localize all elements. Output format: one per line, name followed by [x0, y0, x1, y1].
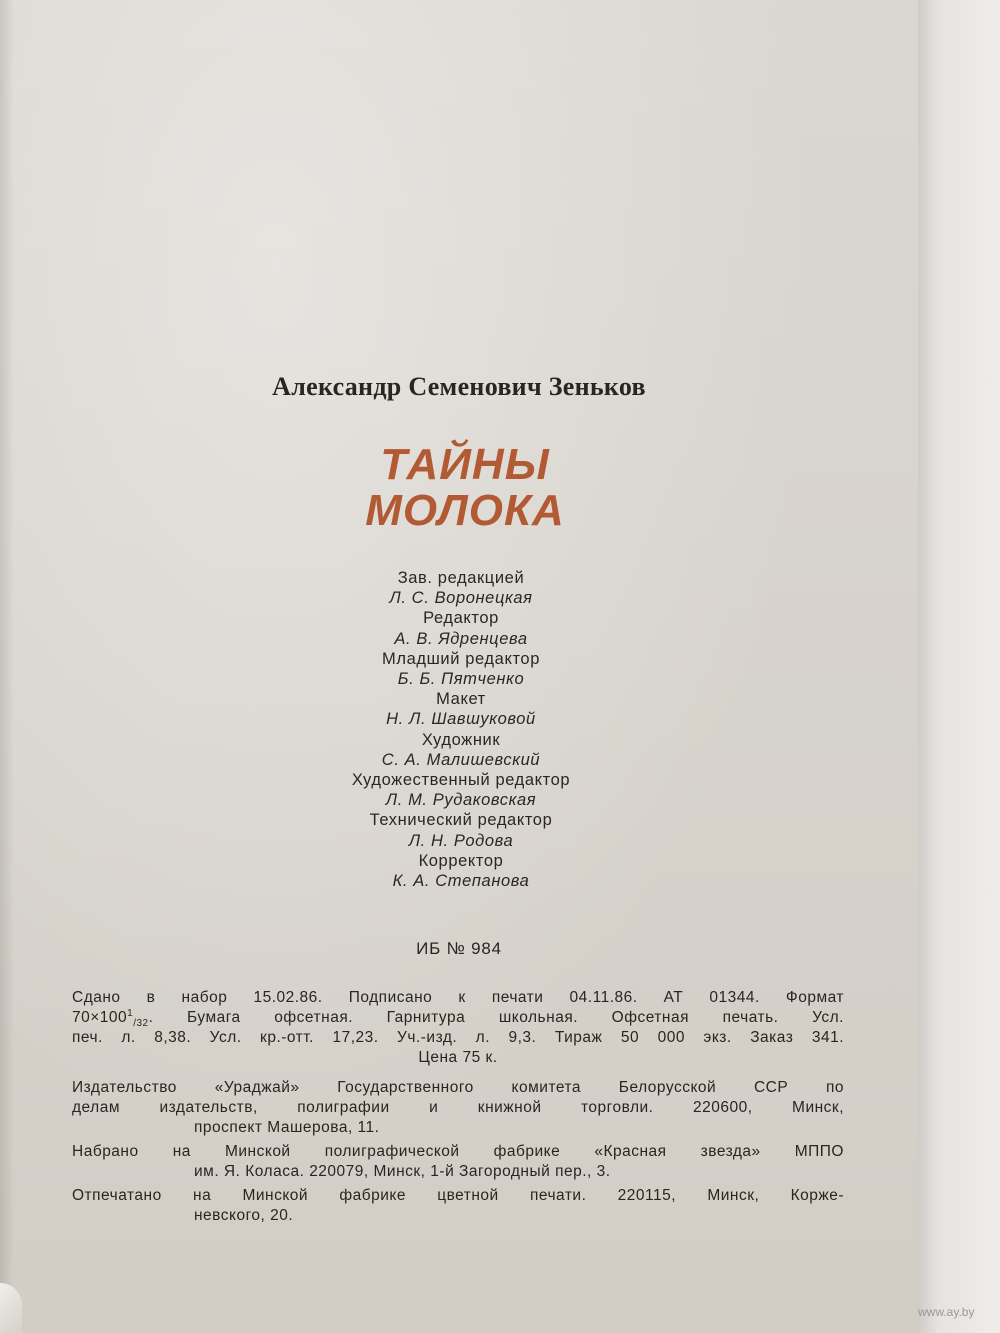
- typeset-line: Набрано на Минской полиграфической фабрике «Красная звезда» МППО: [72, 1143, 844, 1160]
- credit-role: Младший редактор: [382, 649, 540, 668]
- format-value: 70×100: [72, 1009, 128, 1026]
- format-sup: 1: [127, 1007, 134, 1019]
- typeset-info: [72, 1142, 844, 1182]
- credit-role: Зав. редакцией: [397, 569, 525, 587]
- credit-name: А. В. Ядренцева: [394, 629, 528, 648]
- background-surface: [918, 0, 1000, 1333]
- watermark: www.ay.by: [918, 1305, 975, 1319]
- book-title-line-1: ТАЙНЫ: [380, 440, 550, 489]
- author-name: Александр Семенович Зеньков: [272, 372, 646, 401]
- credit-role: Художественный редактор: [351, 771, 571, 789]
- credit-role: Художник: [421, 730, 501, 749]
- credit-role: Технический редактор: [369, 811, 553, 830]
- book-title-line-2: МОЛОКА: [365, 486, 565, 535]
- printed-line: невского, 20.: [194, 1207, 294, 1224]
- credit-name: Н. Л. Шавшуковой: [386, 710, 536, 729]
- typeset-line: им. Я. Коласа. 220079, Минск, 1-й Загородный пер., 3.: [194, 1163, 611, 1180]
- credit-name: Л. М. Рудаковская: [385, 791, 537, 810]
- print-details: [72, 988, 844, 1068]
- printed-line: Отпечатано на Минской фабрике цветной печати. 220115, Минск, Корже-: [72, 1187, 844, 1204]
- credit-role: Редактор: [423, 609, 499, 628]
- print-details-line: [72, 1008, 844, 1028]
- publisher-line: проспект Машерова, 11.: [194, 1119, 380, 1136]
- print-details-line: Сдано в набор 15.02.86. Подписано к печати 04.11.86. АТ 01344. Формат: [72, 989, 844, 1006]
- credit-name: Л. Н. Родова: [408, 831, 514, 850]
- page-corner: [0, 1283, 22, 1333]
- ib-number: ИБ № 984: [416, 939, 502, 958]
- print-details-line: печ. л. 8,38. Усл. кр.-отт. 17,23. Уч.-изд. л. 9,3. Тираж 50 000 экз. Заказ 341.: [72, 1029, 844, 1046]
- price-line: Цена 75 к.: [418, 1049, 498, 1066]
- publisher-line: Издательство «Ураджай» Государственного комитета Белорусской ССР по: [72, 1079, 844, 1096]
- credit-name: С. А. Малишевский: [381, 750, 541, 769]
- printed-info: [72, 1186, 844, 1226]
- publisher-info: [72, 1078, 844, 1138]
- print-details-rest: . Бумага офсетная. Гарнитура школьная. Офсетная печать. Усл.: [148, 1009, 844, 1026]
- credit-name: К. А. Степанова: [392, 872, 530, 890]
- format-sub: /32: [133, 1018, 149, 1030]
- credit-name: Л. С. Воронецкая: [389, 589, 533, 608]
- credit-name: Б. Б. Пятченко: [397, 670, 525, 688]
- credit-role: Макет: [436, 690, 486, 709]
- publisher-line: делам издательств, полиграфии и книжной торговли. 220600, Минск,: [72, 1099, 844, 1116]
- credit-role: Корректор: [418, 851, 504, 870]
